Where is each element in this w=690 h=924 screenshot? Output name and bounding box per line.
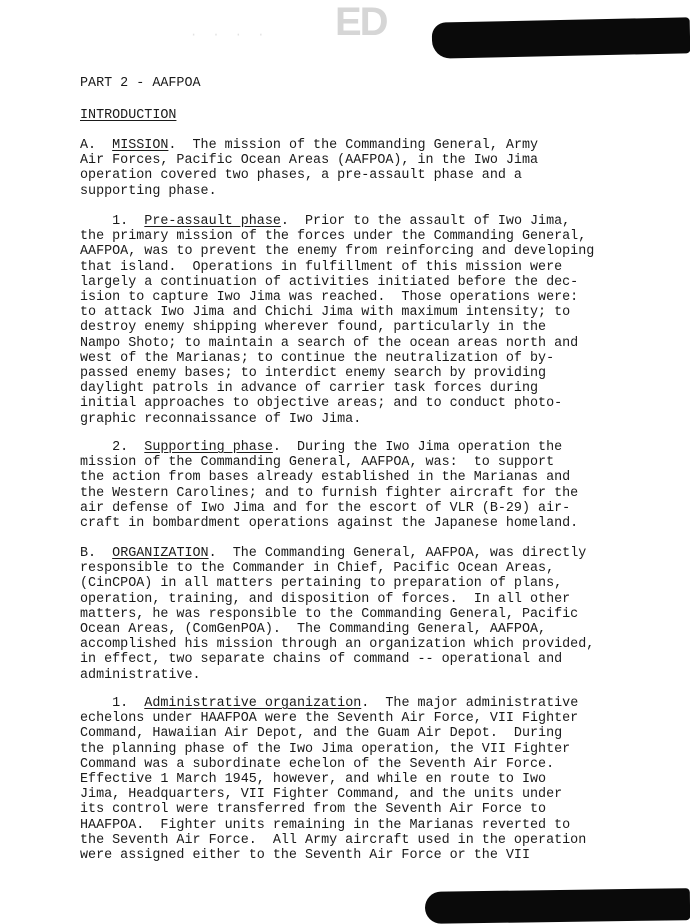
pre-assault-text: . Prior to the assault of Iwo Jima, the primary mission of the forces under the Commanding General, AAFPOA, was to prevent the enemy from reinforcing and developing that island. Operations in fulfillment of this mission were largely a continuation of activities initiated before the dec- ision to capture Iwo Jima was reached. Those operations were: to attack Iwo Jima and Chichi Jima with maximum intensity; to destroy enemy shipping wherever found, particularly in the Nampo Shoto; to maintain a search of the ocean areas north and west of the Marianas; to continue the neutralization of by- passed enemy bases; to interdict enemy search by providing daylight patrols in advance of carrier task forces during initial approaches to objective areas; and to conduct photo- graphic reconnaissance of Iwo Jima. (80, 214, 595, 427)
organization-paragraph (80, 546, 680, 683)
pre-assault-label: 1. (80, 214, 145, 229)
supporting-heading: Supporting phase (144, 440, 273, 455)
admin-org-paragraph (80, 696, 680, 863)
introduction-heading: INTRODUCTION (80, 108, 177, 123)
mission-text: . The mission of the Commanding General, Army Air Forces, Pacific Ocean Areas (AAFPOA), in the Iwo Jima operation covered two phases, a pre-assault phase and a supporting phase. (80, 138, 539, 199)
admin-org-text: . The major administrative echelons under HAAFPOA were the Seventh Air Force, VII Fighter Command, Hawaiian Air Depot, and the Guam Air Depot. During the planning phase of the Iwo Jima operation, the VII Fighter Command was a subordinate echelon of the Seventh Air Force. Effective 1 March 1945, however, and while en route to Iwo Jima, Headquarters, VII Fighter Command, and the units under its control were transferred from the Seventh Air Force to HAAFPOA. Fighter units remaining in the Marianas reverted to the Seventh Air Force. All Army aircraft used in the operation were assigned either to the Seventh Air Force or the VII (80, 696, 587, 864)
faint-header-marks: · · · · (190, 28, 269, 42)
admin-org-heading: Administrative organization (144, 696, 362, 711)
organization-heading: ORGANIZATION (112, 546, 209, 561)
mission-paragraph (80, 138, 680, 199)
supporting-paragraph (80, 440, 680, 531)
admin-org-label: 1. (80, 696, 145, 711)
supporting-label: 2. (80, 440, 145, 455)
mission-heading: MISSION (112, 138, 169, 153)
pre-assault-paragraph (80, 214, 680, 427)
part-title: PART 2 - AAFPOA (80, 76, 201, 91)
mission-label: A. (80, 138, 97, 153)
supporting-text: . During the Iwo Jima operation the mission of the Commanding General, AAFPOA, was: to support the action from bases already established in the Marianas and the Western Carolines; and to furnish fighter aircraft for the air defense of Iwo Jima and for the escort of VLR (B-29) air- craft in bombardment operations against the Japanese homeland. (80, 440, 579, 532)
pre-assault-heading: Pre-assault phase (144, 214, 281, 229)
redaction-bar-bottom (425, 888, 690, 924)
organization-text: . The Commanding General, AAFPOA, was directly responsible to the Commander in Chief, Pacific Ocean Areas, (CinCPOA) in all matters pertaining to preparation of plans, operation, training, and disposition of forces. In all other matters, he was responsible to the Commanding General, Pacific Ocean Areas, (ComGenPOA). The Commanding General, AAFPOA, accomplished his mission through an organization which provided, in effect, two separate chains of command -- operational and administrative. (80, 546, 595, 683)
redaction-bar-top (432, 17, 690, 58)
classification-stamp: ED (335, 0, 387, 44)
organization-label: B. (80, 546, 113, 561)
